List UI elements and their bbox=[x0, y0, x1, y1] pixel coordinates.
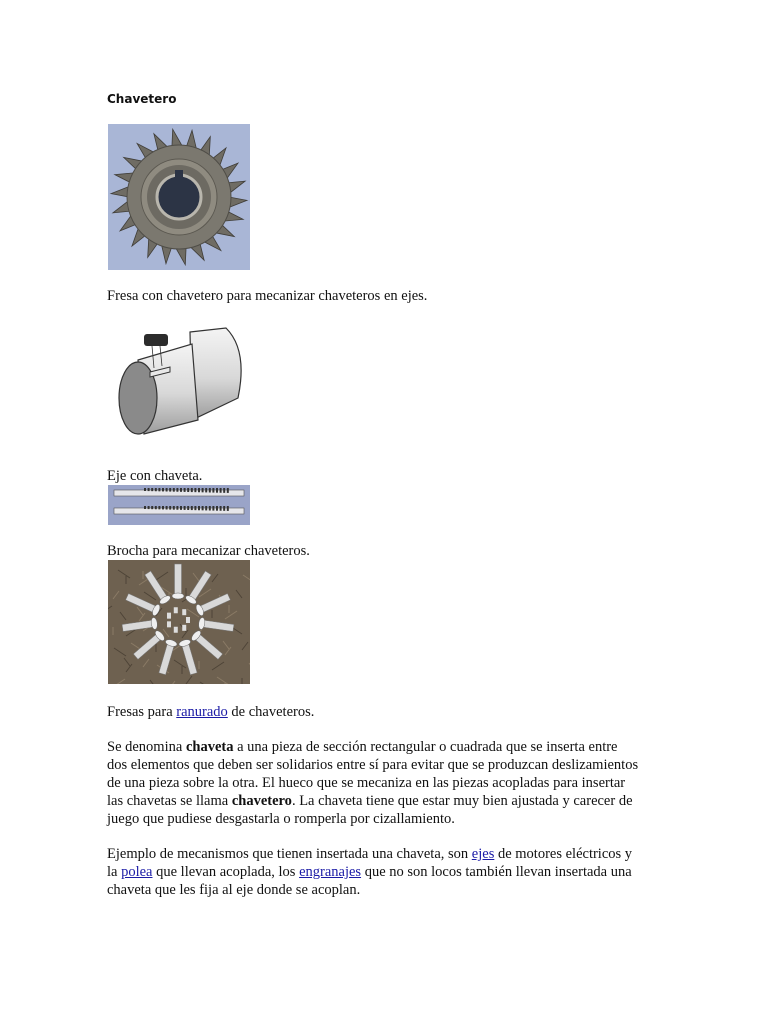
text-span: la bbox=[107, 864, 122, 880]
ranurado-link[interactable]: ranurado bbox=[176, 704, 228, 720]
paragraph-line: chaveta que les fija al eje donde se acoplan. bbox=[107, 882, 361, 898]
polea-link[interactable]: polea bbox=[121, 864, 153, 880]
shaft-with-key-image bbox=[108, 320, 250, 442]
text-span: de motores eléctricos y bbox=[494, 846, 633, 862]
paragraph-line: dos elementos que deben ser solidarios entre sí para evitar que se produzcan deslizamientos bbox=[107, 757, 639, 773]
text-span: . La chaveta tiene que estar muy bien ajustada y carecer de bbox=[291, 793, 633, 809]
caption-fresas-text-end: de chaveteros. bbox=[227, 704, 315, 720]
text-span: Se denomina bbox=[107, 739, 186, 755]
bold-term-chavetero: chavetero bbox=[231, 793, 292, 809]
caption-fresas-text-start: Fresas para bbox=[107, 704, 177, 720]
caption-fresa: Fresa con chavetero para mecanizar chaveteros en ejes. bbox=[107, 288, 428, 304]
caption-eje: Eje con chaveta. bbox=[107, 468, 203, 484]
keyway-cutter-image bbox=[108, 124, 250, 270]
bold-term-chaveta: chaveta bbox=[185, 739, 234, 755]
ejes-link[interactable]: ejes bbox=[471, 846, 495, 862]
paragraph-definition bbox=[107, 738, 667, 828]
paragraph-line bbox=[107, 738, 667, 756]
text-span: a una pieza de sección rectangular o cuadrada que se inserta entre bbox=[233, 739, 618, 755]
broach-image bbox=[108, 485, 250, 525]
paragraph-line: de una pieza sobre la otra. El hueco que se mecaniza en las piezas acopladas para insertar bbox=[107, 775, 626, 791]
text-span: que llevan acoplada, los bbox=[152, 864, 300, 880]
paragraph-line bbox=[107, 792, 667, 810]
text-span: las chavetas se llama bbox=[107, 793, 232, 809]
slotting-cutters-image bbox=[108, 560, 250, 684]
paragraph-line bbox=[107, 863, 667, 881]
paragraph-line bbox=[107, 845, 667, 863]
caption-brocha: Brocha para mecanizar chaveteros. bbox=[107, 543, 310, 559]
text-span: que no son locos también llevan insertada una bbox=[361, 864, 632, 880]
text-span: Ejemplo de mecanismos que tienen insertada una chaveta, son bbox=[107, 846, 472, 862]
paragraph-line: juego que pudiese desgastarla o romperla por cizallamiento. bbox=[107, 811, 455, 827]
engranajes-link[interactable]: engranajes bbox=[299, 864, 362, 880]
caption-fresas bbox=[107, 703, 314, 721]
page-title: Chavetero bbox=[107, 92, 177, 106]
paragraph-examples bbox=[107, 845, 667, 899]
